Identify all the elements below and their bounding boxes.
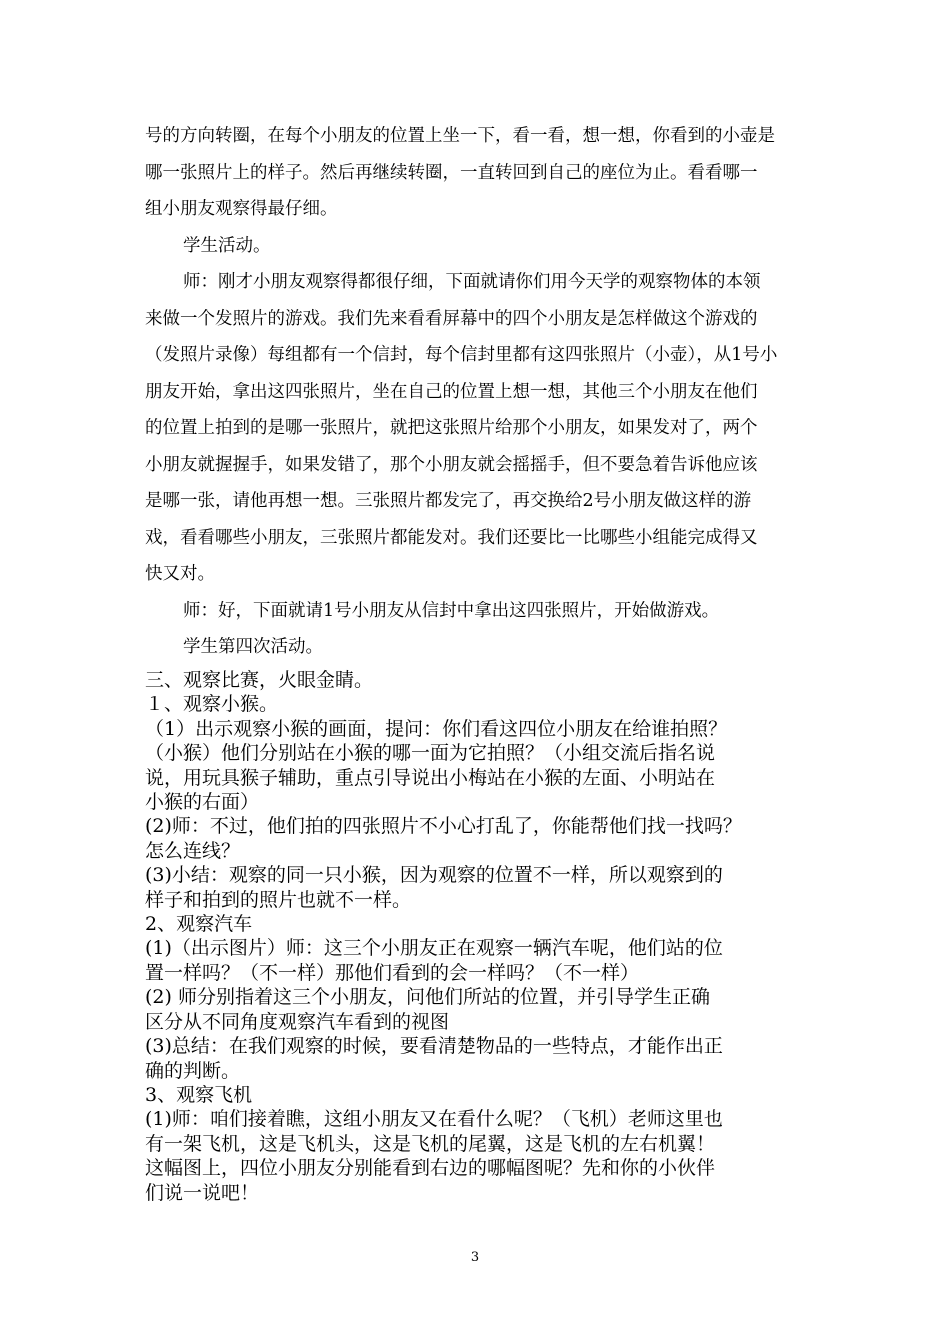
text-line: 们说一说吧！ [145,1181,260,1204]
paragraph-line: 哪一张照片上的样子。然后再继续转圈，一直转回到自己的座位为止。看看哪一 [145,162,758,183]
paragraph-line: 师：好，下面就请1号小朋友从信封中拿出这四张照片，开始做游戏。 [183,600,720,621]
text-line: 小猴的右面） [145,791,260,814]
paragraph-line: 师：刚才小朋友观察得都很仔细，下面就请你们用今天学的观察物体的本领 [183,272,761,292]
text-line: 置一样吗？（不一样）那他们看到的会一样吗？（不一样） [145,961,640,984]
text-line: 三、观察比赛，火眼金睛。 [145,669,374,691]
text-line: （1）出示观察小猴的画面，提问：你们看这四位小朋友在给谁拍照？ [145,717,728,740]
text-line: (2) 师分别指着这三个小朋友，问他们所站的位置，并引导学生正确 [145,986,710,1009]
text-line: 确的判断。 [145,1059,241,1082]
text-line: 3、观察飞机 [145,1083,253,1106]
text-line: （小猴）他们分别站在小猴的哪一面为它拍照？（小组交流后指名说 [145,742,716,765]
paragraph-line: 来做一个发照片的游戏。我们先来看看屏幕中的四个小朋友是怎样做这个游戏的 [145,308,758,329]
paragraph [145,118,807,228]
paragraph-line: 是哪一张，请他再想一想。三张照片都发完了，再交换给2号小朋友做这样的游 [145,491,752,511]
page-number: 3 [470,1250,480,1265]
text-line: 说，用玩具猴子辅助，重点引导说出小梅站在小猴的左面、小明站在 [145,766,716,789]
text-line: (3)总结：在我们观察的时候，要看清楚物品的一些特点，才能作出正 [145,1035,723,1058]
text-line: 怎么连线？ [145,839,241,862]
paragraph [145,593,807,630]
text-line: (2)师：不过，他们拍的四张照片不小心打乱了，你能帮他们找一找吗？ [145,815,742,838]
text-line: 2、观察汽车 [145,913,253,936]
section-three-block [145,668,825,1205]
paragraph-line: 戏，看看哪些小朋友，三张照片都能发对。我们还要比一比哪些小组能完成得又 [145,527,758,548]
paragraph [145,264,807,593]
paragraph [145,228,807,265]
paragraph-line: 学生活动。 [183,235,271,256]
paragraph-line: 组小朋友观察得最仔细。 [145,199,338,219]
text-line: 有一架飞机，这是飞机头，这是飞机的尾翼，这是飞机的左右机翼！ [145,1132,716,1155]
paragraph [145,629,807,666]
text-line: (3)小结：观察的同一只小猴，因为观察的位置不一样，所以观察到的 [145,864,723,887]
text-line: 样子和拍到的照片也就不一样。 [145,888,412,911]
text-line: １、观察小猴。 [145,693,279,716]
paragraph-line: 小朋友就握握手，如果发错了，那个小朋友就会摇摇手，但不要急着告诉他应该 [145,454,758,475]
text-line: (1)（出示图片）师：这三个小朋友正在观察一辆汽车呢，他们站的位 [145,937,723,960]
text-line: 这幅图上，四位小朋友分别能看到右边的哪幅图呢？先和你的小伙伴 [145,1157,716,1180]
paragraph-line: 的位置上拍到的是哪一张照片，就把这张照片给那个小朋友，如果发对了，两个 [145,418,758,438]
paragraph-line: 学生第四次活动。 [183,637,323,657]
paragraph-line: 朋友开始，拿出这四张照片，坐在自己的位置上想一想，其他三个小朋友在他们 [145,381,758,402]
text-line: (1)师：咱们接着瞧，这组小朋友又在看什么呢？（飞机）老师这里也 [145,1108,723,1131]
paragraph-line: 快又对。 [145,564,215,584]
text-line: 区分从不同角度观察汽车看到的视图 [145,1010,450,1033]
paragraph-line: （发照片录像）每组都有一个信封，每个信封里都有这四张照片（小壶），从1号小 [145,345,778,365]
paragraph-line: 号的方向转圈，在每个小朋友的位置上坐一下，看一看，想一想，你看到的小壶是 [145,126,775,146]
